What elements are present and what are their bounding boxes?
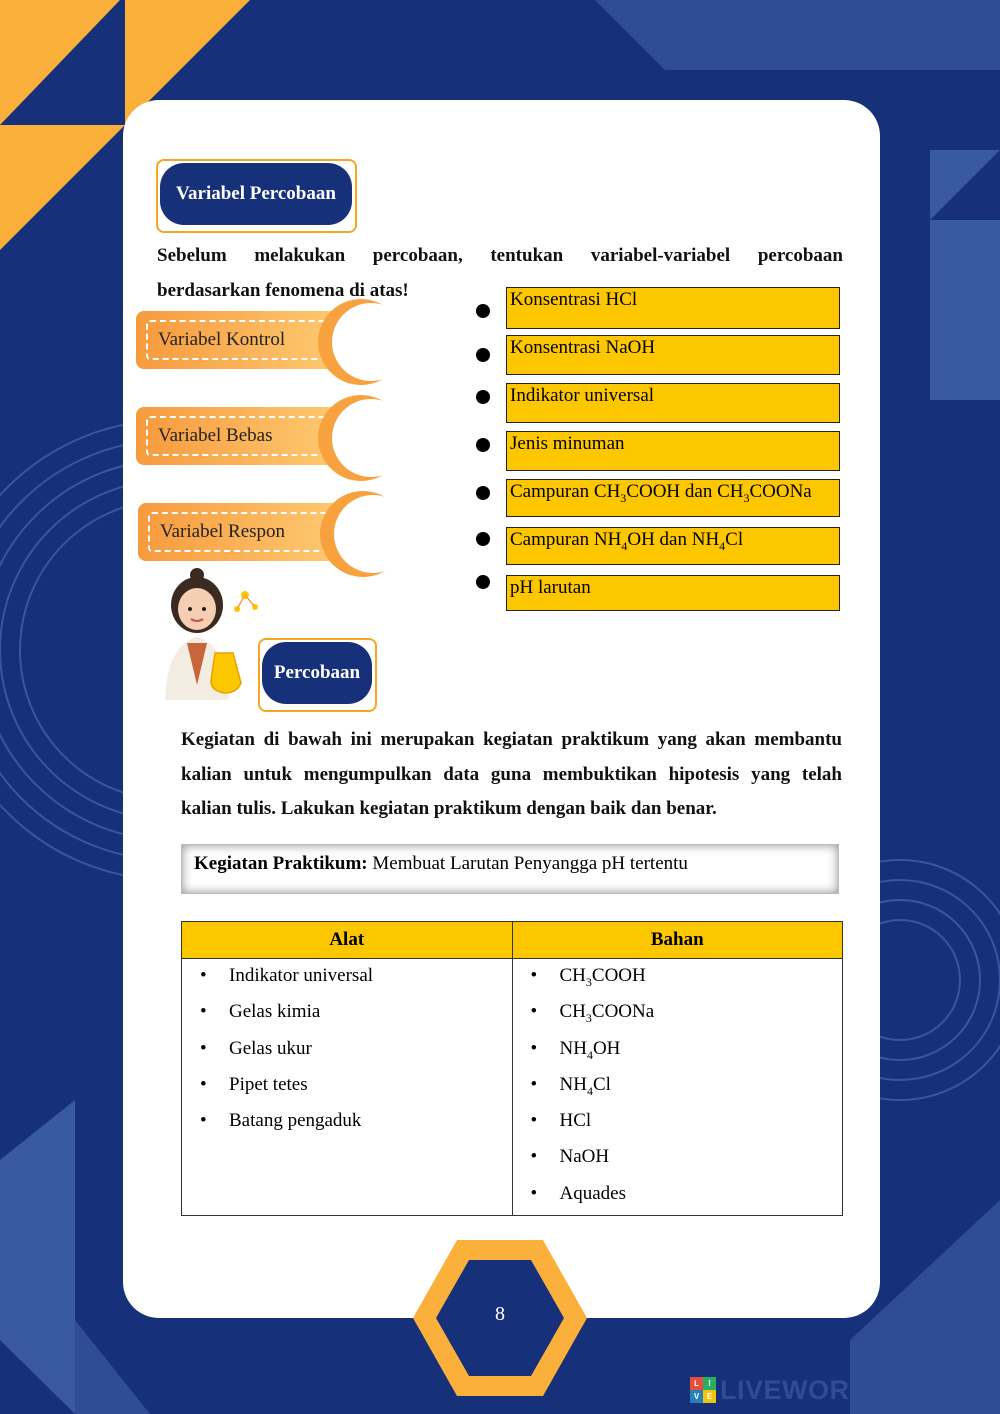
- bahan-cell: [512, 959, 843, 1216]
- option-dot[interactable]: [476, 532, 490, 546]
- bahan-item: • $CH_3COOH$: [560, 961, 843, 997]
- bahan-item: • NaOH: [560, 1142, 843, 1178]
- option-dot[interactable]: [476, 438, 490, 452]
- section-title-percobaan: Percobaan: [262, 642, 372, 704]
- intro-line-1: Sebelum melakukan percobaan, tentukan variabel-variabel percobaan: [157, 245, 843, 266]
- option-dot[interactable]: [476, 348, 490, 362]
- variable-label: Variabel Bebas: [146, 416, 336, 456]
- scientist-illustration: [155, 565, 265, 700]
- bahan-item: • $CH_3COONa$: [560, 997, 843, 1033]
- alat-bahan-table: [181, 921, 843, 1216]
- option-jenis-minuman[interactable]: Jenis minuman: [506, 431, 840, 471]
- header-alat: Alat: [182, 922, 513, 959]
- variable-label: Variabel Respon: [148, 512, 338, 552]
- alat-cell: [182, 959, 513, 1216]
- praktikum-value: Membuat Larutan Penyangga pH tertentu: [372, 853, 688, 874]
- page-number: 8: [495, 1303, 505, 1325]
- alat-item: • Gelas ukur: [229, 1034, 512, 1070]
- bahan-item: • Aquades: [560, 1179, 843, 1215]
- bahan-item: • $NH_4OH$: [560, 1034, 843, 1070]
- para2-line-3: kalian tulis. Lakukan kegiatan praktikum dengan baik dan benar.: [181, 798, 717, 819]
- praktikum-label: Kegiatan Praktikum:: [194, 853, 368, 874]
- option-ph-larutan[interactable]: pH larutan: [506, 575, 840, 611]
- drop-circle-respon[interactable]: [334, 495, 412, 573]
- bahan-item: • $NH_4Cl$: [560, 1070, 843, 1106]
- liveworksheets-logo[interactable]: L I V E LIVEWORKSHEETS: [690, 1375, 990, 1405]
- alat-item: • Batang pengaduk: [229, 1106, 512, 1142]
- variable-label: Variabel Kontrol: [146, 320, 336, 360]
- section-title-variabel: Variabel Percobaan: [160, 163, 352, 225]
- option-indikator-universal[interactable]: Indikator universal: [506, 383, 840, 423]
- option-dot[interactable]: [476, 575, 490, 589]
- alat-item: • Gelas kimia: [229, 997, 512, 1033]
- para2-line-1: Kegiatan di bawah ini merupakan kegiatan praktikum yang akan membantu: [181, 729, 842, 750]
- option-dot[interactable]: [476, 304, 490, 318]
- alat-item: • Indikator universal: [229, 961, 512, 997]
- drop-circle-bebas[interactable]: [332, 399, 410, 477]
- header-bahan: Bahan: [512, 922, 843, 959]
- praktikum-box: [181, 844, 839, 894]
- brand-text: LIVEWORKSHEETS: [720, 1375, 981, 1405]
- option-campuran-amonia[interactable]: Campuran $NH_4OH$ dan $NH_4Cl$: [506, 527, 840, 565]
- intro-line-2: berdasarkan fenomena di atas!: [157, 280, 409, 301]
- bahan-item: • HCl: [560, 1106, 843, 1142]
- option-konsentrasi-hcl[interactable]: Konsentrasi HCl: [506, 287, 840, 329]
- option-konsentrasi-naoh[interactable]: Konsentrasi NaOH: [506, 335, 840, 375]
- option-campuran-asetat[interactable]: Campuran $CH_3COOH$ dan $CH_3COONa$: [506, 479, 840, 517]
- para2-line-2: kalian untuk mengumpulkan data guna membuktikan hipotesis yang telah: [181, 764, 842, 785]
- option-dot[interactable]: [476, 486, 490, 500]
- option-dot[interactable]: [476, 390, 490, 404]
- drop-circle-kontrol[interactable]: [332, 303, 410, 381]
- alat-item: • Pipet tetes: [229, 1070, 512, 1106]
